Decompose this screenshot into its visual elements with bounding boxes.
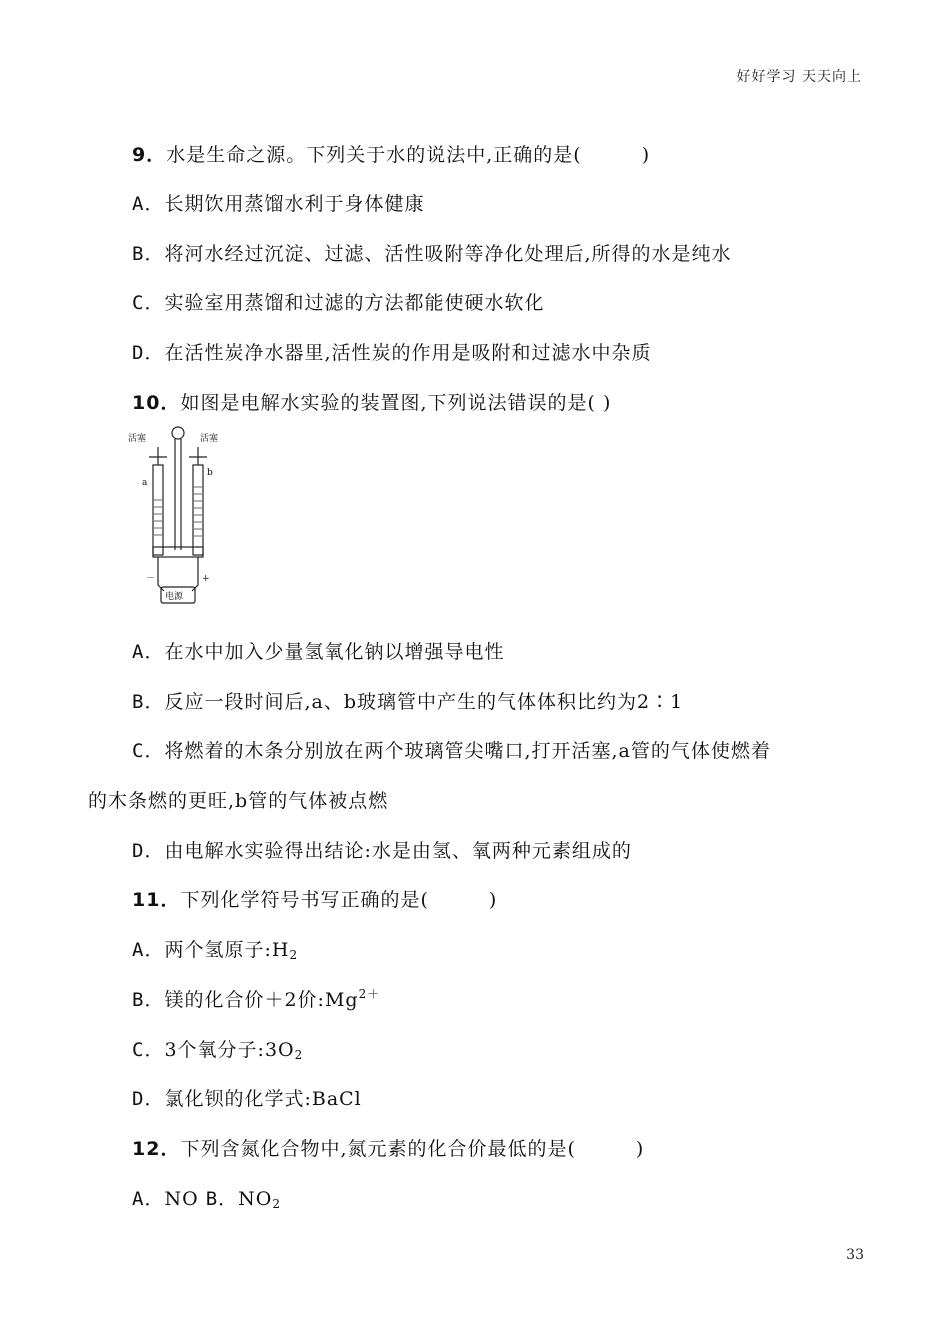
subscript: 2: [272, 1197, 281, 1211]
option-text: 3个氧分子:3O: [164, 1039, 295, 1061]
page-header: 好好学习 天天向上: [736, 69, 862, 85]
option-mark: D．: [132, 1088, 165, 1110]
subscript: 2: [289, 948, 299, 962]
q12-options-ab: [132, 1184, 281, 1211]
option-mark: C．: [132, 292, 165, 314]
option-mark: B．: [132, 243, 165, 265]
option-text: 氯化钡的化学式:BaCl: [164, 1088, 362, 1110]
option-text: 在活性炭净水器里,活性炭的作用是吸附和过滤水中杂质: [164, 342, 652, 364]
question-9-stem: [132, 140, 650, 167]
option-text: NO: [164, 1188, 199, 1210]
option-text: 两个氢原子:H: [164, 939, 290, 961]
q9-option-a: [132, 189, 424, 216]
q10-option-c-continuation: 的木条燃的更旺,b管的气体被点燃: [88, 790, 389, 812]
tube-b: [193, 465, 203, 555]
page-number: 33: [846, 1247, 864, 1263]
option-text: 镁的化合价＋2价:Mg: [164, 989, 359, 1011]
left-valve-label: 活塞: [128, 434, 147, 444]
question-10-stem: [132, 388, 611, 415]
option-mark: C．: [132, 740, 165, 762]
subscript: 2: [294, 1048, 304, 1062]
option-text: 反应一段时间后,a、b玻璃管中产生的气体体积比约为2∶1: [164, 691, 684, 713]
option-mark: A．: [132, 1188, 165, 1210]
electrolysis-apparatus-diagram: [128, 425, 228, 610]
tube-a: [153, 465, 163, 555]
q10-option-c: [132, 736, 771, 763]
option-mark: B．: [132, 989, 165, 1011]
minus-label: －: [146, 574, 156, 584]
question-text: 下列含氮化合物中,氮元素的化合价最低的是( ): [180, 1138, 645, 1160]
q10-option-d: [132, 836, 632, 863]
question-number: 11．: [132, 889, 181, 911]
q9-option-d: [132, 338, 652, 365]
question-text: 下列化学符号书写正确的是( ): [180, 889, 498, 911]
option-mark: A．: [132, 641, 165, 663]
question-number: 9．: [132, 144, 167, 166]
q11-option-b: [132, 985, 380, 1012]
question-12-stem: [132, 1134, 644, 1161]
option-text: 实验室用蒸馏和过滤的方法都能使硬水软化: [164, 292, 545, 314]
q11-option-c: [132, 1035, 303, 1062]
q11-option-d: [132, 1084, 362, 1111]
reservoir-bulb: [172, 427, 184, 439]
option-mark: D．: [132, 342, 165, 364]
superscript: 2＋: [358, 987, 381, 1001]
question-text: 如图是电解水实验的装置图,下列说法错误的是( ): [180, 392, 612, 414]
option-mark: B．: [205, 1188, 239, 1210]
option-mark: C．: [132, 1039, 165, 1061]
option-text: 长期饮用蒸馏水利于身体健康: [164, 193, 425, 215]
q10-option-b: [132, 687, 683, 714]
question-11-stem: [132, 885, 497, 912]
q10-option-a: [132, 637, 504, 664]
q9-option-c: [132, 288, 544, 315]
question-number: 12．: [132, 1138, 181, 1160]
tube-b-label: b: [207, 468, 213, 478]
option-text: 在水中加入少量氢氧化钠以增强导电性: [164, 641, 505, 663]
q9-option-b: [132, 239, 732, 266]
option-mark: D．: [132, 840, 165, 862]
option-text: 由电解水实验得出结论:水是由氢、氧两种元素组成的: [164, 840, 632, 862]
option-text: 将河水经过沉淀、过滤、活性吸附等净化处理后,所得的水是纯水: [164, 243, 732, 265]
q11-option-a: [132, 935, 298, 962]
question-text: 水是生命之源。下列关于水的说法中,正确的是( ): [166, 144, 651, 166]
plus-label: +: [202, 574, 210, 584]
option-mark: A．: [132, 193, 165, 215]
question-number: 10．: [132, 392, 181, 414]
power-label: 电源: [165, 592, 184, 602]
option-text: 将燃着的木条分别放在两个玻璃管尖嘴口,打开活塞,a管的气体使燃着: [164, 740, 771, 762]
option-text: NO: [238, 1188, 273, 1210]
right-valve-label: 活塞: [200, 434, 219, 444]
tube-a-label: a: [142, 478, 148, 488]
option-mark: B．: [132, 691, 165, 713]
option-mark: A．: [132, 939, 165, 961]
